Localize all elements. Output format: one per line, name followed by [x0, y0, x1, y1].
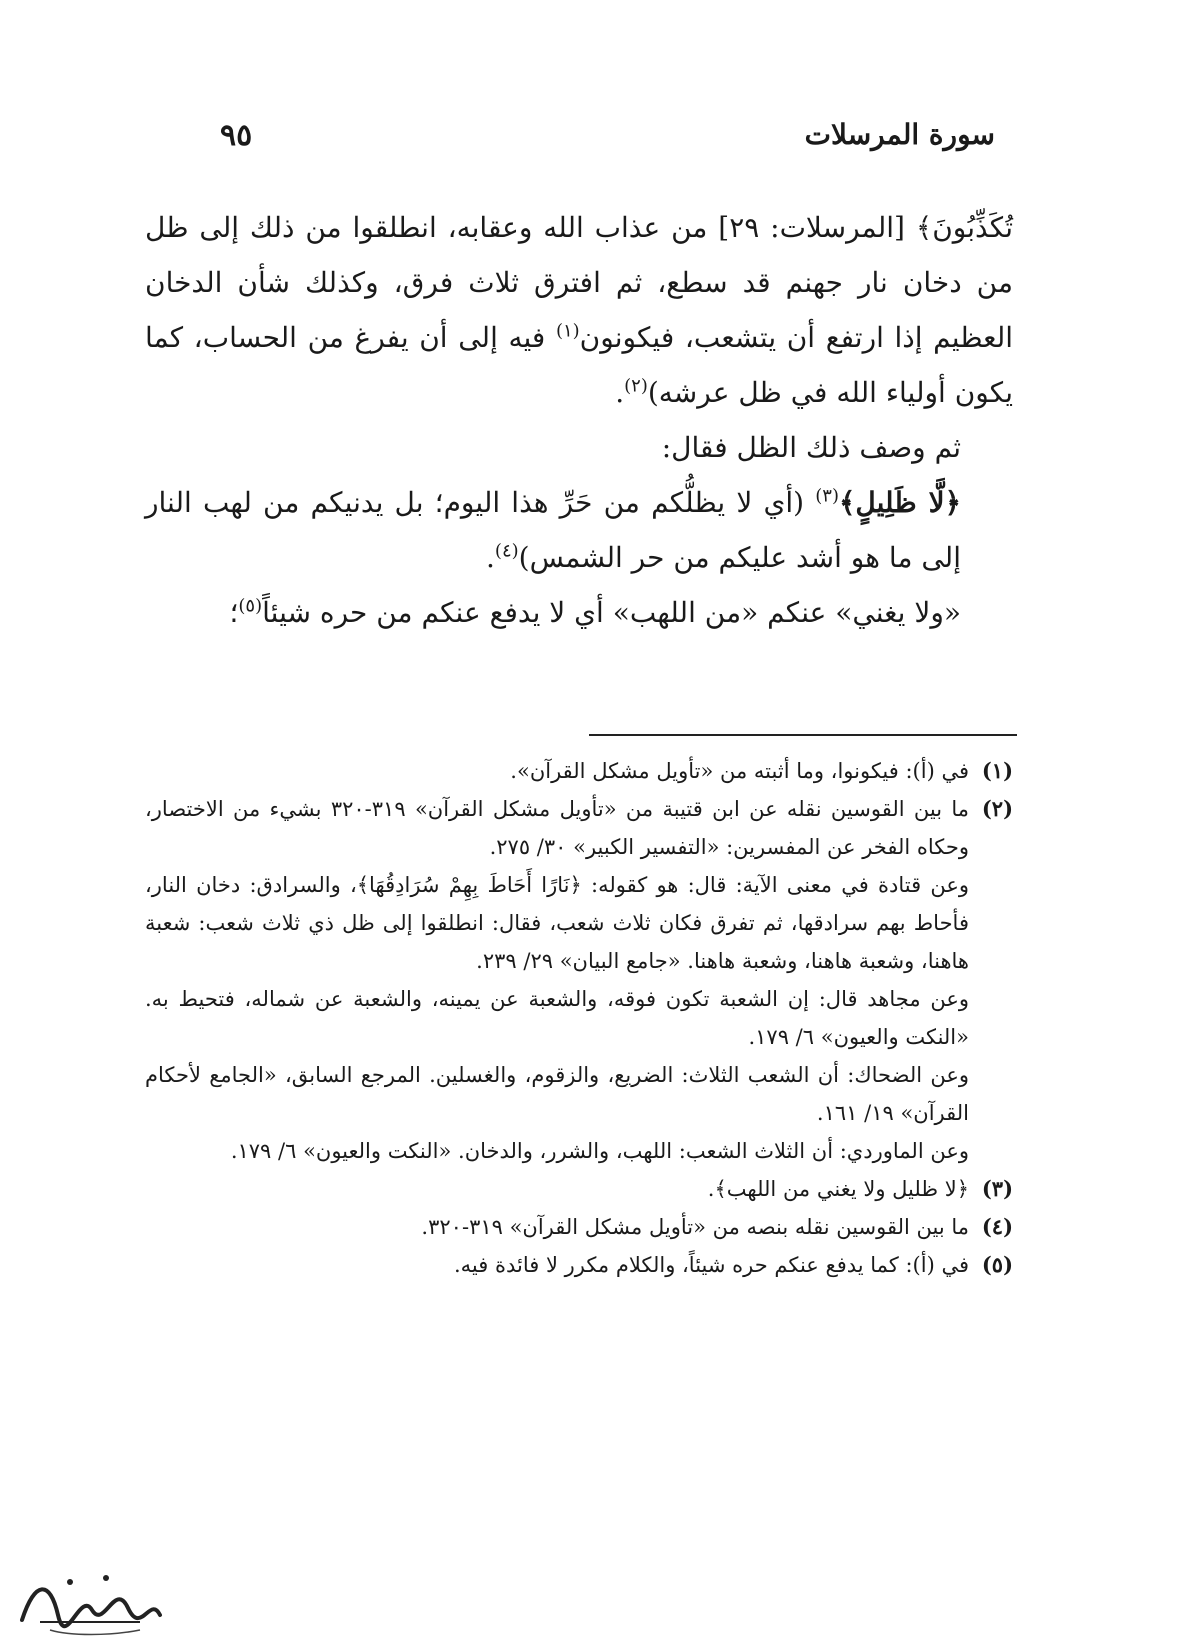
footnote-number: (٥) — [981, 1252, 1013, 1277]
footnote-text: ﴿لا ظليل ولا يغني من اللهب﴾. — [707, 1177, 969, 1201]
footnote-3 — [145, 1170, 1013, 1208]
footnote-text: وعن الماوردي: أن الثلاث الشعب: اللهب، والشرر، والدخان. «النكت والعيون» ٦/ ١٧٩. — [230, 1139, 969, 1163]
main-paragraph-3 — [145, 475, 1013, 585]
surah-title: سورة المرسلات — [804, 118, 995, 151]
main-p3-rest: (أي لا يظلُّكم من حَرِّ هذا اليوم؛ بل يدنيكم من لهب النار إلى ما هو أشد عليكم من حر الشمس) — [145, 486, 961, 574]
footnote-text: في (أ): كما يدفع عنكم حره شيئاً، والكلام مكرر لا فائدة فيه. — [453, 1253, 969, 1277]
footnote-1 — [145, 752, 1013, 790]
footnote-number: (١) — [981, 758, 1013, 783]
main-p1-end: . — [615, 376, 625, 409]
quran-quote: ﴿لَّا ظَلِيلٍ﴾ — [839, 486, 961, 519]
main-p4-text: «ولا يغني» عنكم «من اللهب» أي لا يدفع عنكم من حره شيئاً — [262, 596, 961, 629]
footnote-number: (٢) — [981, 796, 1013, 821]
main-paragraph-1 — [145, 200, 1013, 420]
main-paragraph-4 — [145, 585, 1013, 640]
main-p3-end: . — [486, 541, 495, 574]
footnote-ref-3: (٣) — [815, 485, 839, 507]
footnote-number: (٣) — [981, 1176, 1013, 1201]
footnote-body — [145, 790, 969, 1170]
footnote-number: (٤) — [981, 1214, 1013, 1239]
page-header — [150, 118, 995, 168]
footnote-ref-1: (١) — [555, 320, 580, 342]
main-p1-rest: فيه إلى أن يفرغ من الحساب، كما يكون أولياء الله في ظل عرشه) — [145, 321, 1013, 409]
footnote-ref-5: (٥) — [238, 595, 263, 617]
footnote-2 — [145, 790, 1013, 1170]
footnote-divider — [589, 734, 1017, 736]
footnote-4 — [145, 1208, 1013, 1246]
footnote-body — [145, 1246, 969, 1284]
footnote-text: وعن مجاهد قال: إن الشعبة تكون فوقه، والشعبة عن يمينه، والشعبة عن شماله، فتحيط به. «النكت والعيون» ٦/ ١٧٩. — [145, 987, 969, 1049]
footnote-text: في (أ): فيكونوا، وما أثبته من «تأويل مشكل القرآن». — [510, 759, 969, 783]
main-paragraph-2: ثم وصف ذلك الظل فقال: — [661, 431, 961, 464]
page-number: ٩٥ — [220, 118, 253, 153]
footnotes — [145, 752, 1013, 1284]
footnote-5 — [145, 1246, 1013, 1284]
main-p4-end: ؛ — [229, 596, 239, 629]
footnote-text: ما بين القوسين نقله عن ابن قتيبة من «تأويل مشكل القرآن» ٣١٩-٣٢٠ بشيء من الاختصار، وحكاه الفخر عن المفسرين: «التفسير الكبير» ٣٠/ ٢٧٥. — [145, 797, 970, 859]
footnote-text: وعن قتادة في معنى الآية: قال: هو كقوله: ﴿نَارًا أَحَاطَ بِهِمْ سُرَادِقُهَا﴾، والسرادق: دخان النار، فأحاط بهم سرادقها، ثم تفرق فكان ثلاث شعب، فقال: انطلقوا إلى ظل ذي ثلاث شعب: شعبة هاهنا، وشعبة هاهنا، وشعبة هاهنا. «جامع البيان» ٢٩/ ٢٣٩. — [145, 873, 969, 973]
footnote-body — [145, 752, 969, 790]
footnote-body — [145, 1208, 969, 1246]
publisher-logo — [10, 1560, 170, 1640]
main-text — [145, 200, 1013, 640]
footnote-text: وعن الضحاك: أن الشعب الثلاث: الضريع، والزقوم، والغسلين. المرجع السابق، «الجامع لأحكام القرآن» ١٩/ ١٦١. — [145, 1063, 969, 1125]
footnote-ref-4: (٤) — [494, 540, 519, 562]
main-p1-text: تُكَذِّبُونَ﴾ [المرسلات: ٢٩] من عذاب الله وعقابه، انطلقوا من ذلك إلى ظل من دخان نار جهنم قد سطع، ثم افترق ثلاث فرق، وكذلك شأن الدخان العظيم إذا ارتفع أن يتشعب، فيكونون — [145, 211, 1014, 354]
footnote-body — [145, 1170, 969, 1208]
footnote-ref-2: (٢) — [624, 375, 648, 397]
footnote-text: ما بين القوسين نقله بنصه من «تأويل مشكل القرآن» ٣١٩-٣٢٠. — [421, 1215, 969, 1239]
